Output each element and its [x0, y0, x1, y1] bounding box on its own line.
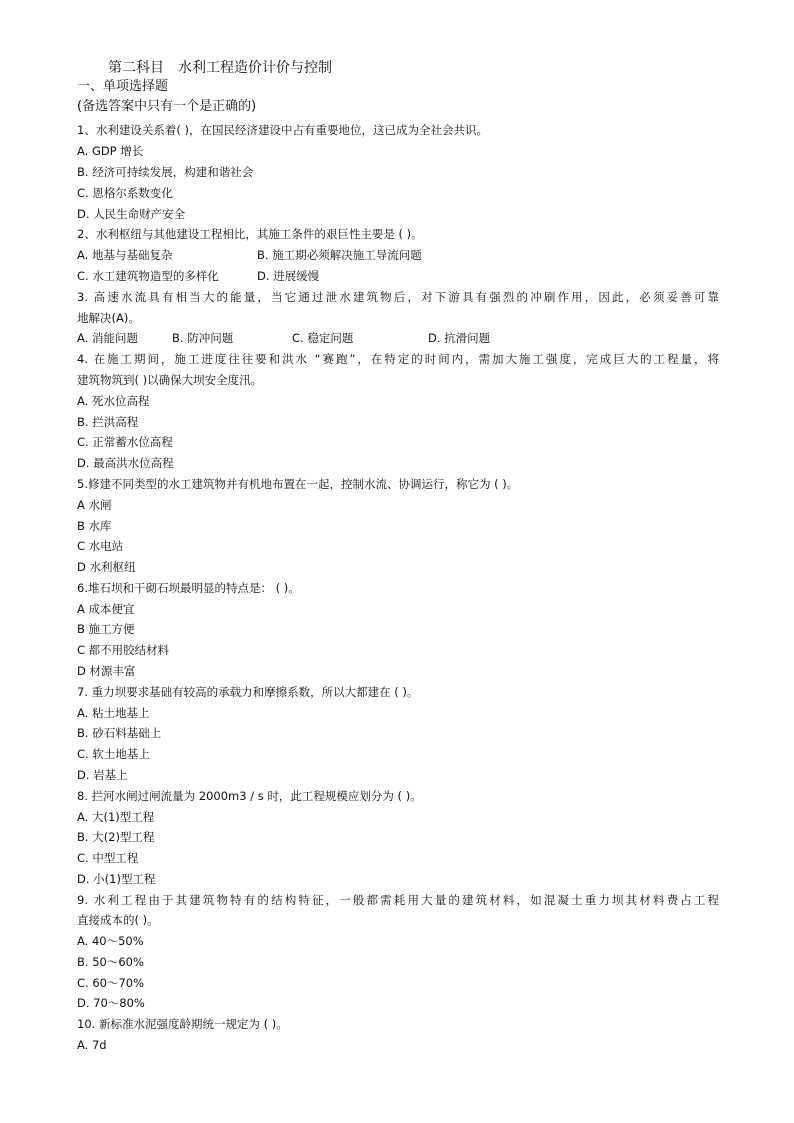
question-6-option-d: D 材源丰富	[77, 664, 136, 678]
question-3-option-a: A. 消能问题	[77, 331, 138, 345]
question-7-stem: 7. 重力坝要求基础有较高的承载力和摩擦系数，所以大都建在 ( )。	[77, 685, 419, 699]
question-7-option-b: B. 砂石料基础上	[77, 726, 162, 740]
question-9-stem-line-2: 直接成本的( )。	[77, 913, 159, 927]
question-6-option-a: A 成本便宜	[77, 602, 135, 616]
question-5-stem: 5.修建不同类型的水工建筑物并有机地布置在一起，控制水流、协调运行，称它为 ( )。	[77, 477, 519, 491]
question-4-option-b: B. 拦洪高程	[77, 415, 139, 429]
question-4-option-c: C. 正常蓄水位高程	[77, 435, 173, 449]
question-2-option-b: B. 施工期必须解决施工导流问题	[257, 248, 422, 262]
section-heading: 一、单项选择题	[77, 79, 169, 94]
question-3-stem-line-2: 地解决(A)。	[77, 311, 140, 325]
document-title	[108, 58, 332, 78]
question-4-stem-line-2: 建筑物筑到( )以确保大坝安全度汛。	[77, 373, 263, 387]
question-4-option-d: D. 最高洪水位高程	[77, 456, 174, 470]
question-9-option-b: B. 50～60%	[77, 955, 144, 969]
question-8-option-c: C. 中型工程	[77, 851, 139, 865]
question-1-option-b: B. 经济可持续发展，构建和谐社会	[77, 165, 254, 179]
question-5-option-c: C 水电站	[77, 539, 124, 553]
question-2-stem: 2、水利枢纽与其他建设工程相比，其施工条件的艰巨性主要是 ( )。	[77, 227, 423, 241]
question-8-option-b: B. 大(2)型工程	[77, 830, 155, 844]
question-6-stem: 6.堆石坝和干砌石坝最明显的特点是： ( )。	[77, 581, 300, 595]
question-8-stem: 8. 拦河水闸过闸流量为 2000m3 / s 时，此工程规模应划分为 ( )。	[77, 789, 422, 803]
question-3-option-b: B. 防冲问题	[172, 331, 234, 345]
question-3-stem-line-1: 3. 高速水流具有相当大的能量，当它通过泄水建筑物后，对下游具有强烈的冲刷作用，因此，必须妥善可靠	[77, 290, 719, 304]
question-3-option-c: C. 稳定问题	[292, 331, 354, 345]
question-4-option-a: A. 死水位高程	[77, 394, 150, 408]
question-3-option-d: D. 抗滑问题	[428, 331, 491, 345]
question-8-option-d: D. 小(1)型工程	[77, 872, 156, 886]
question-2-option-d: D. 进展缓慢	[257, 269, 320, 283]
question-7-option-d: D. 岩基上	[77, 768, 128, 782]
question-9-option-c: C. 60～70%	[77, 976, 145, 990]
question-8-option-a: A. 大(1)型工程	[77, 810, 155, 824]
question-9-option-d: D. 70～80%	[77, 996, 145, 1010]
question-2-option-c: C. 水工建筑物造型的多样化	[77, 269, 219, 283]
question-1-option-a: A. GDP 增长	[77, 144, 144, 158]
question-2-option-a: A. 地基与基础复杂	[77, 248, 173, 262]
question-1-stem: 1、水利建设关系着( )，在国民经济建设中占有重要地位，这已成为全社会共识。	[77, 123, 488, 137]
question-5-option-d: D 水利枢纽	[77, 560, 136, 574]
question-6-option-b: B 施工方便	[77, 622, 135, 636]
question-5-option-a: A 水闸	[77, 498, 112, 512]
question-4-stem-line-1: 4. 在施工期间，施工进度往往要和洪水 “赛跑”，在特定的时间内，需加大施工强度，完成巨大的工程量，将	[77, 352, 719, 366]
question-10-option-a: A. 7d	[77, 1038, 107, 1052]
question-9-option-a: A. 40～50%	[77, 934, 144, 948]
question-5-option-b: B 水库	[77, 519, 112, 533]
question-1-option-d: D. 人民生命财产安全	[77, 207, 186, 221]
subject-label: 第二科目	[108, 60, 164, 76]
subject-name: 水利工程造价计价与控制	[178, 60, 332, 76]
question-6-option-c: C 都不用胶结材料	[77, 643, 170, 657]
question-10-stem: 10. 新标准水泥强度龄期统一规定为 ( )。	[77, 1017, 288, 1031]
question-9-stem-line-1: 9. 水利工程由于其建筑物特有的结构特征，一般都需耗用大量的建筑材料，如混凝土重力坝其材料费占工程	[77, 893, 719, 907]
question-1-option-c: C. 恩格尔系数变化	[77, 186, 173, 200]
question-7-option-c: C. 软土地基上	[77, 747, 150, 761]
question-7-option-a: A. 粘土地基上	[77, 706, 150, 720]
section-note: (备选答案中只有一个是正确的)	[77, 99, 257, 114]
